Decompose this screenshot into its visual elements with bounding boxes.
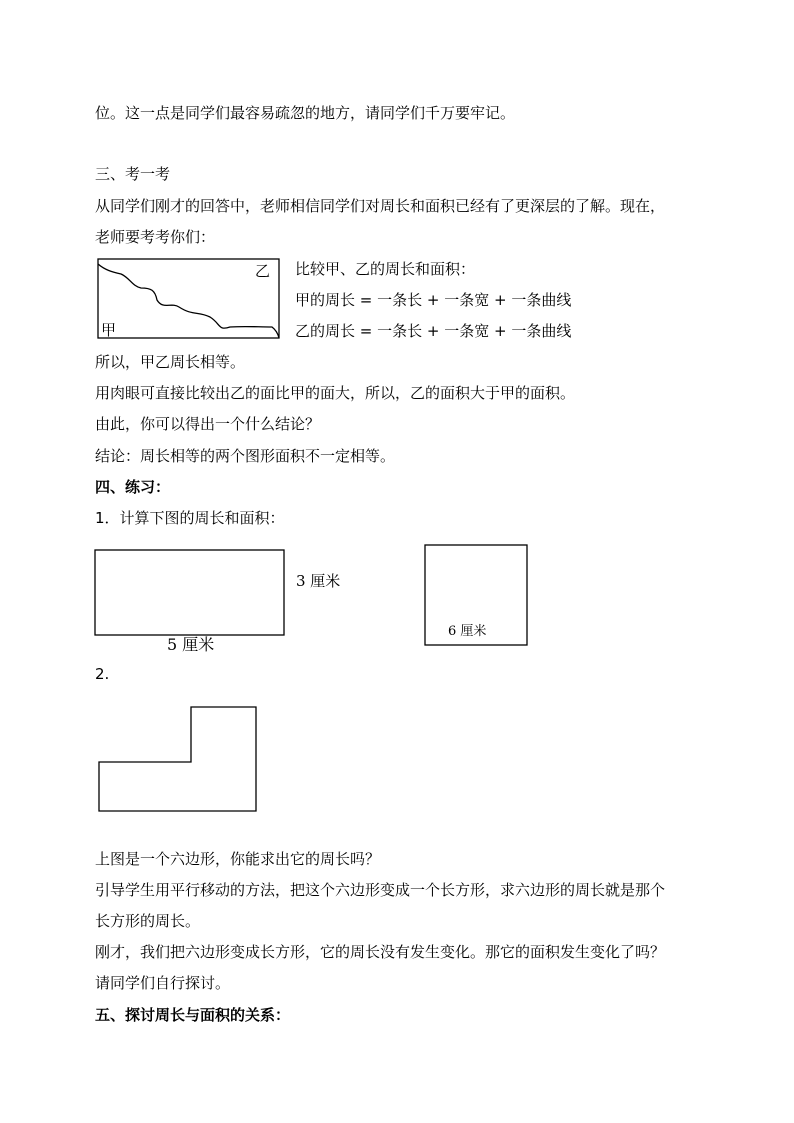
intro-line: 位。这一点是同学们最容易疏忽的地方，请同学们千万要牢记。: [95, 104, 516, 122]
hexagon-question-line: 上图是一个六边形，你能求出它的周长吗？: [95, 850, 381, 868]
section-3-title: 三、考一考: [95, 165, 171, 183]
jia-yi-curve-figure: [97, 258, 281, 340]
guide-line-1: 引导学生用平行移动的方法，把这个六边形变成一个长方形，求六边形的周长就是那个: [95, 881, 666, 899]
area-compare-line: 用肉眼可直接比较出乙的面比甲的面大，所以，乙的面积大于甲的面积。: [95, 384, 576, 402]
section-4-title: 四、练习：: [95, 478, 171, 496]
exercise-2-line: 2.: [95, 665, 110, 683]
exercise-1-line: 1．计算下图的周长和面积：: [95, 509, 285, 527]
section-3-paragraph-line-2: 老师要考考你们：: [95, 228, 216, 246]
hexagon-figure: [98, 706, 258, 813]
so-equal-line: 所以，甲乙周长相等。: [95, 353, 246, 371]
jia-label: 甲: [101, 321, 117, 339]
conclusion-line: 结论：周长相等的两个图形面积不一定相等。: [95, 447, 396, 465]
question-line: 由此，你可以得出一个什么结论？: [95, 415, 321, 433]
yi-label: 乙: [255, 262, 271, 280]
jia-perimeter-line: 甲的周长 = 一条长 + 一条宽 + 一条曲线: [295, 291, 572, 309]
section-5-title: 五、探讨周长与面积的关系：: [95, 1006, 291, 1024]
just-line-1: 刚才，我们把六边形变成长方形，它的周长没有发生变化。那它的面积发生变化了吗？: [95, 943, 666, 961]
rect-width-label: 5 厘米: [167, 635, 215, 654]
square-side-label: 6 厘米: [448, 624, 487, 639]
section-3-paragraph-line-1: 从同学们刚才的回答中，老师相信同学们对周长和面积已经有了更深层的了解。现在，: [95, 197, 666, 215]
compare-line: 比较甲、乙的周长和面积：: [295, 260, 476, 278]
rectangle-figure: [94, 549, 286, 637]
rect-height-label: 3 厘米: [296, 572, 341, 590]
just-line-2: 请同学们自行探讨。: [95, 974, 231, 992]
guide-line-2: 长方形的周长。: [95, 912, 201, 930]
yi-perimeter-line: 乙的周长 = 一条长 + 一条宽 + 一条曲线: [295, 322, 572, 340]
